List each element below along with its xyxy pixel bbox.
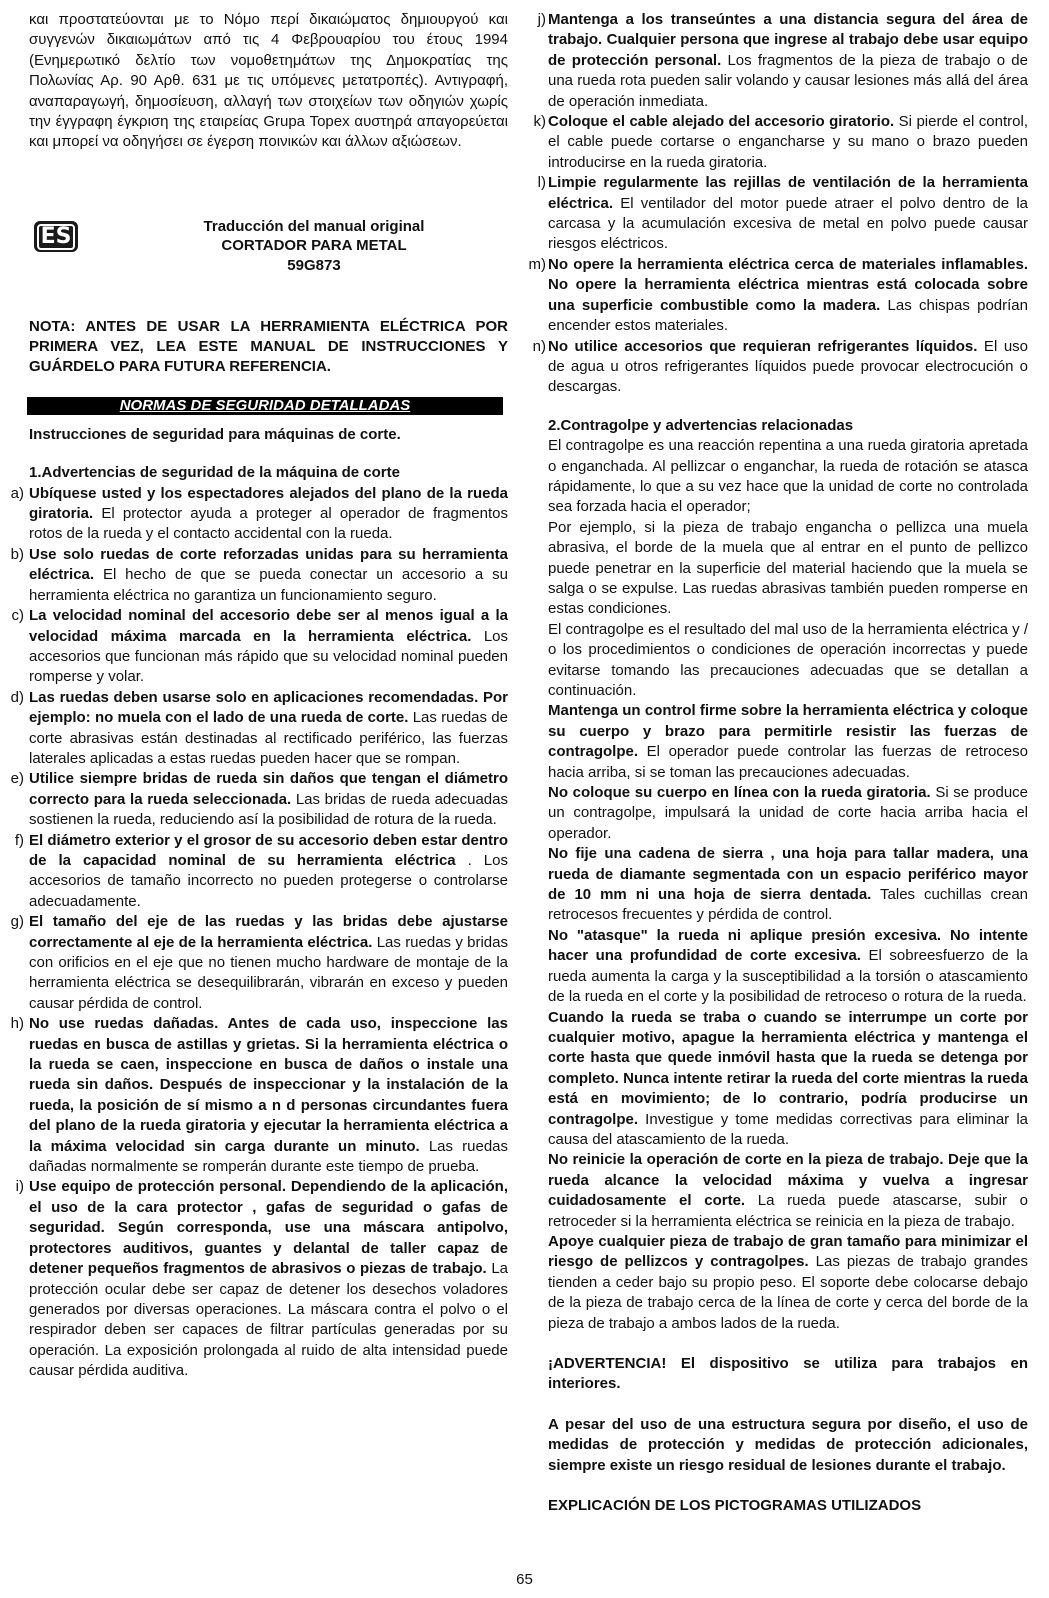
section2-paragraph xyxy=(548,783,1028,844)
paragraph-bold: No reinicie la operación de corte en la pieza de trabajo. Deje que la rueda alcance la velocidad máxima y vuelva a ingresar cuidadosamente el corte. xyxy=(548,1151,1028,1210)
item-bold: Limpie regularmente las rejillas de ventilación de la herramienta eléctrica. xyxy=(548,174,1028,212)
item-label: l) xyxy=(537,174,546,192)
model-number: 59G873 xyxy=(287,256,341,274)
list-item xyxy=(537,10,1028,112)
manual-header xyxy=(29,217,508,291)
item-text: Si pierde el control, el cable puede cortarse o engancharse y su mano o brazo pueden introducirse en la rueda giratoria. xyxy=(548,113,1028,171)
item-text: Las chispas podrían encender estos materiales. xyxy=(548,296,1028,335)
paragraph-text: El contragolpe es una reacción repentina a una rueda giratoria apretada o enganchada. Al pellizcar o enganchar, la rueda de rotación se atasca rápidamente, lo que a su vez hace que la unidad de corte no controlada sea forzada hacia el operador; xyxy=(548,437,1028,516)
warning-paragraph: ¡ADVERTENCIA! El dispositivo se utiliza para trabajos en interiores. xyxy=(548,1355,1028,1393)
item-label: e) xyxy=(10,770,24,788)
paragraph-text: Por ejemplo, si la pieza de trabajo engancha o pellizca una muela abrasiva, el borde de la muela que al entrar en el punto de pellizco puede penetrar en la superficie del material haciendo que la muela se salga o se expulse. Las ruedas abrasivas también pueden romperse en estas condiciones. xyxy=(548,518,1028,618)
item-label: d) xyxy=(10,688,24,706)
list-item xyxy=(10,912,508,1014)
item-bold: Ubíquese usted y los espectadores alejados del plano de la rueda giratoria. xyxy=(29,484,508,523)
item-bold: No opere la herramienta eléctrica cerca de materiales inflamables. No opere la herramienta eléctrica mientras está colocada sobre una superficie combustible como la madera. xyxy=(548,255,1028,314)
list-item xyxy=(10,484,508,545)
item-text: El hecho de que se pueda conectar un accesorio a su herramienta eléctrica no garantiza un funcionamiento seguro. xyxy=(29,566,508,604)
item-label: i) xyxy=(15,1178,24,1196)
item-text: El uso de agua u otros refrigerantes líquidos puede provocar electrocución o descargas. xyxy=(548,337,1029,396)
list-item xyxy=(532,337,1029,398)
list-item xyxy=(10,769,508,830)
item-bold: Utilice siempre bridas de rueda sin daños que tengan el diámetro correcto para la rueda seleccionada. xyxy=(29,770,508,808)
item-bold: El tamaño del eje de las ruedas y las bridas debe ajustarse correctamente al eje de la herramienta eléctrica. xyxy=(29,913,508,951)
section2-block xyxy=(540,416,1028,1517)
paragraph-bold: Mantenga un control firme sobre la herramienta eléctrica y coloque su cuerpo y brazo para permitirle resistir las fuerzas de contragolpe. xyxy=(548,702,1028,761)
paragraph-bold: No coloque su cuerpo en línea con la rueda giratoria. xyxy=(548,784,931,802)
product-name: CORTADOR PARA METAL xyxy=(221,237,407,255)
section2-paragraph xyxy=(548,926,1028,1008)
section2-paragraph xyxy=(548,436,1028,518)
spacer xyxy=(548,1476,1028,1496)
paragraph-bold: Apoye cualquier pieza de trabajo de gran tamaño para minimizar el riesgo de pellizcos y contragolpes. xyxy=(548,1232,1028,1271)
item-label: f) xyxy=(14,831,24,849)
section2-paragraph xyxy=(548,518,1028,620)
right-column xyxy=(528,10,1029,1516)
item-text: Los accesorios que funcionan más rápido que su velocidad nominal pueden romperse y volar. xyxy=(29,627,509,686)
item-bold: Mantenga a los transeúntes a una distancia segura del área de trabajo. Cualquier persona que ingrese al trabajo debe usar equipo de protección personal. xyxy=(548,11,1028,69)
item-label: n) xyxy=(532,337,546,355)
list-item xyxy=(14,831,508,913)
section2-paragraph xyxy=(548,1008,1028,1151)
item-bold: No use ruedas dañadas. Antes de cada uso, inspeccione las ruedas en busca de astillas y grietas. Si la herramienta eléctrica o la rueda se caen, inspeccione en busca de daños o instale una rueda sin daños. Después de inspeccionar y la instalación de la rueda, la posición de sí mismo a n d personas circundantes fuera del plano de la rueda giratoria y ejecutar la herramienta eléctrica a la máxima velocidad sin carga durante un minuto. xyxy=(29,1015,508,1155)
list-item xyxy=(533,112,1028,173)
item-bold: Las ruedas deben usarse solo en aplicaciones recomendadas. Por ejemplo: no muela con el lado de una rueda de corte. xyxy=(29,688,508,727)
paragraph-text: Las piezas de trabajo grandes tienden a ceder bajo su propio peso. El soporte debe colocarse debajo de la pieza de trabajo cerca de la línea de corte y cerca del borde de la pieza de trabajo a ambos lados de la rueda. xyxy=(548,1253,1028,1332)
list-item xyxy=(537,173,1028,255)
paragraph-text: La rueda puede atascarse, subir o retroceder si la herramienta eléctrica se reinicia en la pieza de trabajo. xyxy=(548,1192,1028,1230)
item-bold: Use equipo de protección personal. Dependiendo de la aplicación, el uso de la cara protector , gafas de seguridad o gafas de seguridad. Según corresponda, use una máscara antipolvo, protectores auditivos, guantes y delantal de taller capaz de detener pequeños fragmentos de abrasivos o piezas de trabajo. xyxy=(29,1178,508,1278)
item-text: Las bridas de rueda adecuadas sostienen la rueda, reduciendo así la posibilidad de rotura de la rueda. xyxy=(29,790,508,829)
list-item xyxy=(15,1177,508,1381)
section2-paragraph xyxy=(548,1150,1028,1232)
item-text: Los fragmentos de la pieza de trabajo o de una rueda rota pueden salir volando y causar lesiones más allá del área de operación inmediata. xyxy=(548,51,1028,110)
paragraph-bold: No "atasque" la rueda ni aplique presión excesiva. No intente hacer una profundidad de corte excesiva. xyxy=(548,926,1028,965)
translation-line: Traducción del manual original xyxy=(203,217,425,235)
item-label: m) xyxy=(528,255,546,273)
list-item xyxy=(10,545,508,606)
left-column xyxy=(10,10,509,1382)
instructions-title: Instrucciones de seguridad para máquinas de corte. xyxy=(29,425,401,443)
list-item xyxy=(10,688,508,770)
item-label: g) xyxy=(10,913,24,931)
item-label: h) xyxy=(10,1015,24,1033)
page-number: 65 xyxy=(516,1571,533,1588)
paragraph-bold: Cuando la rueda se traba o cuando se interrumpe un corte por cualquier motivo, apague la herramienta eléctrica y mantenga el corte hasta que quede inmóvil hasta que la rueda se detenga por completo. Nunca intente retirar la rueda del corte mientras la rueda está en movimiento; de lo contrario, podría producirse un contragolpe. xyxy=(548,1008,1028,1128)
item-text: Las ruedas y bridas con orificios en el eje que no tienen mucho hardware de montaje de la herramienta eléctrica se desequilibrarán, vibrarán en exceso y pueden causar pérdida de control. xyxy=(29,933,508,1012)
section2-title: 2.Contragolpe y advertencias relacionadas xyxy=(548,416,854,434)
item-bold: No utilice accesorios que requieran refrigerantes líquidos. xyxy=(548,337,978,355)
paragraph-text: Investigue y tome medidas correctivas para eliminar la causa del atascamiento de la rueda. xyxy=(548,1110,1028,1148)
spacer xyxy=(548,1395,1028,1415)
pictograms-title: EXPLICACIÓN DE LOS PICTOGRAMAS UTILIZADOS xyxy=(548,1497,922,1515)
note-paragraph: NOTA: ANTES DE USAR LA HERRAMIENTA ELÉCTRICA POR PRIMERA VEZ, LEA ESTE MANUAL DE INSTRUCCIONES Y GUÁRDELO PARA FUTURA REFERENCIA. xyxy=(29,317,508,375)
list-item xyxy=(10,1014,508,1177)
list-item xyxy=(11,606,509,688)
item-label: a) xyxy=(10,484,24,502)
item-label: j) xyxy=(537,11,546,28)
section-title-bar: NORMAS DE SEGURIDAD DETALLADAS xyxy=(27,397,503,415)
item-label: k) xyxy=(533,113,546,131)
right-items-list xyxy=(528,10,1029,398)
item-bold: Coloque el cable alejado del accesorio giratorio. xyxy=(548,113,895,131)
spacer xyxy=(548,1334,1028,1354)
manual-title xyxy=(79,217,549,276)
item-text: Las ruedas dañadas normalmente se romperán durante este tiempo de prueba. xyxy=(29,1137,508,1176)
paragraph-text: Tales cuchillas crean retrocesos frecuentes y pérdida de control. xyxy=(548,886,1029,924)
paragraph-text: El operador puede controlar las fuerzas de retroceso hacia arriba, si se toman las precauciones adecuadas. xyxy=(548,743,1028,781)
item-text: La protección ocular debe ser capaz de detener los desechos voladores generados por diversas operaciones. La máscara contra el polvo o el respirador deben ser capaces de filtrar partículas generadas por su operación. La exposición prolongada al ruido de alta intensidad puede causar pérdida auditiva. xyxy=(29,1260,508,1380)
item-text: . Los accesorios de tamaño incorrecto no pueden protegerse o controlarse adecuadamente. xyxy=(29,851,508,910)
section2-paragraph xyxy=(548,620,1028,702)
section1-title: 1.Advertencias de seguridad de la máquina de corte xyxy=(29,464,400,482)
paragraph-text: El sobreesfuerzo de la rueda aumenta la carga y la susceptibilidad a la torsión o atascamiento de la rueda en el corte y la posibilidad de retroceso o rotura de la rueda. xyxy=(548,947,1028,1006)
item-bold: Use solo ruedas de corte reforzadas unidas para su herramienta eléctrica. xyxy=(29,545,508,584)
paragraph-text: El contragolpe es el resultado del mal uso de la herramienta eléctrica y / o los procedimientos o condiciones de operación incorrectas y puede evitarse tomando las precauciones adecuadas que se detallan a continuación. xyxy=(548,620,1028,699)
left-items-list xyxy=(10,484,509,1382)
list-item xyxy=(528,255,1028,337)
residual-risk-paragraph: A pesar del uso de una estructura segura por diseño, el uso de medidas de protección y medidas de protección adicionales, siempre existe un riesgo residual de lesiones durante el trabajo. xyxy=(548,1415,1028,1474)
item-text: Las ruedas de corte abrasivas están destinadas al rectificado periférico, las fuerzas laterales aplicadas a estas ruedas pueden hacer que se rompan. xyxy=(29,709,508,767)
section2-paragraph xyxy=(548,1232,1028,1334)
item-label: c) xyxy=(11,607,24,625)
language-badge-label: ES xyxy=(37,224,76,250)
item-bold: El diámetro exterior y el grosor de su accesorio deben estar dentro de la capacidad nominal de su herramienta eléctrica xyxy=(29,831,508,869)
paragraph-text: Si se produce un contragolpe, impulsará la unidad de corte hacia arriba hacia el operador. xyxy=(548,784,1028,842)
section2-paragraph xyxy=(548,844,1028,926)
item-text: El protector ayuda a proteger al operador de fragmentos rotos de la rueda y el contacto accidental con la rueda. xyxy=(29,505,508,543)
item-text: El ventilador del motor puede atraer el polvo dentro de la carcasa y la acumulación excesiva de metal en polvo puede causar riesgos eléctricos. xyxy=(548,194,1028,253)
paragraph-bold: No fije una cadena de sierra , una hoja para tallar madera, una rueda de diamante segmentada con un espacio periférico mayor de 10 mm ni una hoja de sierra dentada. xyxy=(548,845,1028,904)
item-label: b) xyxy=(10,545,24,563)
language-badge xyxy=(34,221,78,252)
greek-copyright-paragraph: και προστατεύονται με το Νόμο περί δικαιώματος δημιουργού και συγγενών δικαιωμάτων από τις 4 Φεβρουαρίου του έτους 1994 (Ενημερωτικό δελτίο των νομοθετημάτων της Δημοκρατίας της Πολωνίας Αρ. 90 Αρθ. 631 με τις υπόμενες μετατροπές). Αντιγραφή, αναπαραγωγή, δημοσίευση, αλλαγή των στοιχείων των οδηγιών χωρίς την έγγραφη έγκριση της εταιρείας Grupa Topex αυστηρά απαγορεύεται και μπορεί να οδηγήσει σε έγερση ποινικών και άλλων αξιώσεων. xyxy=(29,11,508,151)
section2-paragraph xyxy=(548,701,1028,783)
item-bold: La velocidad nominal del accesorio debe ser al menos igual a la velocidad máxima marcada en la herramienta eléctrica. xyxy=(29,607,508,645)
